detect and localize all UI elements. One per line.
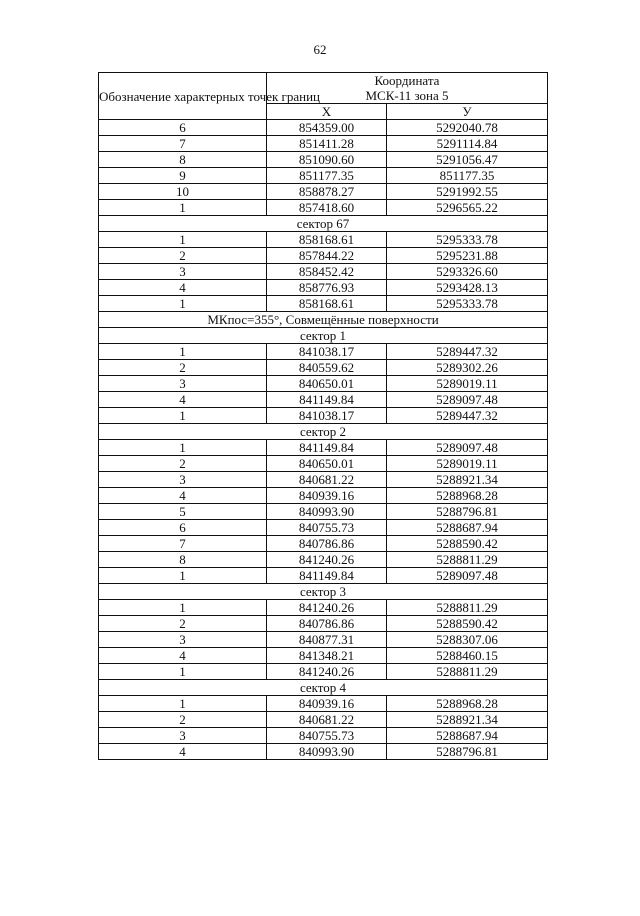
point-number: 3 xyxy=(99,376,267,392)
section-row xyxy=(99,216,548,232)
table-row xyxy=(99,296,548,312)
y-coordinate: 5289447.32 xyxy=(387,344,548,360)
x-coordinate: 840786.86 xyxy=(267,536,387,552)
point-number: 1 xyxy=(99,232,267,248)
y-coordinate: 5295333.78 xyxy=(387,296,548,312)
table-row xyxy=(99,408,548,424)
section-row xyxy=(99,328,548,344)
y-coordinate: 5288968.28 xyxy=(387,488,548,504)
y-coordinate: 5288590.42 xyxy=(387,536,548,552)
x-coordinate: 840877.31 xyxy=(267,632,387,648)
y-coordinate: 5291114.84 xyxy=(387,136,548,152)
x-coordinate: 840993.90 xyxy=(267,744,387,760)
point-number: 4 xyxy=(99,280,267,296)
table-row xyxy=(99,456,548,472)
point-number: 4 xyxy=(99,744,267,760)
table-row xyxy=(99,696,548,712)
y-coordinate: 5288811.29 xyxy=(387,664,548,680)
table-row xyxy=(99,728,548,744)
table-row xyxy=(99,248,548,264)
coordinates-table xyxy=(98,72,548,760)
point-designation-header: Обозначение характерных точек границ xyxy=(99,73,267,120)
y-coordinate: 5291992.55 xyxy=(387,184,548,200)
x-coordinate: 840755.73 xyxy=(267,520,387,536)
x-coordinate: 840939.16 xyxy=(267,696,387,712)
point-number: 2 xyxy=(99,360,267,376)
x-coordinate: 841149.84 xyxy=(267,392,387,408)
y-coordinate: 5289019.11 xyxy=(387,376,548,392)
y-coordinate: 5289097.48 xyxy=(387,440,548,456)
x-coordinate: 851177.35 xyxy=(267,168,387,184)
y-coordinate: 5289019.11 xyxy=(387,456,548,472)
table-row xyxy=(99,200,548,216)
point-number: 10 xyxy=(99,184,267,200)
section-row xyxy=(99,312,548,328)
table-row xyxy=(99,520,548,536)
section-label: сектор 67 xyxy=(99,216,548,232)
point-number: 3 xyxy=(99,728,267,744)
x-coordinate: 840939.16 xyxy=(267,488,387,504)
point-number: 1 xyxy=(99,296,267,312)
point-number: 1 xyxy=(99,344,267,360)
section-label: сектор 3 xyxy=(99,584,548,600)
point-number: 2 xyxy=(99,248,267,264)
point-number: 4 xyxy=(99,488,267,504)
coordinates-body xyxy=(99,120,548,760)
point-number: 7 xyxy=(99,136,267,152)
table-row xyxy=(99,168,548,184)
table-row xyxy=(99,120,548,136)
point-number: 1 xyxy=(99,200,267,216)
y-coordinate: 5293428.13 xyxy=(387,280,548,296)
y-coordinate: 5288687.94 xyxy=(387,728,548,744)
x-coordinate: 841240.26 xyxy=(267,600,387,616)
x-axis-header: Х xyxy=(267,104,387,120)
table-row xyxy=(99,616,548,632)
point-number: 1 xyxy=(99,568,267,584)
table-row xyxy=(99,136,548,152)
table-row xyxy=(99,648,548,664)
y-coordinate: 5292040.78 xyxy=(387,120,548,136)
x-coordinate: 851411.28 xyxy=(267,136,387,152)
x-coordinate: 841149.84 xyxy=(267,440,387,456)
point-number: 4 xyxy=(99,392,267,408)
x-coordinate: 841240.26 xyxy=(267,552,387,568)
x-coordinate: 857844.22 xyxy=(267,248,387,264)
point-number: 1 xyxy=(99,696,267,712)
x-coordinate: 840681.22 xyxy=(267,712,387,728)
table-row xyxy=(99,184,548,200)
x-coordinate: 858452.42 xyxy=(267,264,387,280)
y-coordinate: 5288796.81 xyxy=(387,504,548,520)
x-coordinate: 857418.60 xyxy=(267,200,387,216)
x-coordinate: 854359.00 xyxy=(267,120,387,136)
y-coordinate: 5289447.32 xyxy=(387,408,548,424)
y-axis-header: У xyxy=(387,104,548,120)
table-row xyxy=(99,504,548,520)
y-coordinate: 5295333.78 xyxy=(387,232,548,248)
point-number: 1 xyxy=(99,440,267,456)
point-number: 1 xyxy=(99,408,267,424)
coordinate-system-label: МСК-11 зона 5 xyxy=(365,88,449,103)
x-coordinate: 841038.17 xyxy=(267,408,387,424)
x-coordinate: 841240.26 xyxy=(267,664,387,680)
x-coordinate: 840755.73 xyxy=(267,728,387,744)
section-label: сектор 1 xyxy=(99,328,548,344)
x-coordinate: 841038.17 xyxy=(267,344,387,360)
y-coordinate: 5288590.42 xyxy=(387,616,548,632)
point-number: 3 xyxy=(99,264,267,280)
x-coordinate: 840650.01 xyxy=(267,376,387,392)
point-number: 2 xyxy=(99,456,267,472)
y-coordinate: 5288811.29 xyxy=(387,600,548,616)
table-row xyxy=(99,360,548,376)
y-coordinate: 5288921.34 xyxy=(387,472,548,488)
y-coordinate: 5291056.47 xyxy=(387,152,548,168)
section-label: сектор 4 xyxy=(99,680,548,696)
point-number: 9 xyxy=(99,168,267,184)
y-coordinate: 5289097.48 xyxy=(387,568,548,584)
y-coordinate: 5295231.88 xyxy=(387,248,548,264)
y-coordinate: 5296565.22 xyxy=(387,200,548,216)
point-number: 8 xyxy=(99,552,267,568)
y-coordinate: 5293326.60 xyxy=(387,264,548,280)
point-number: 2 xyxy=(99,712,267,728)
point-number: 5 xyxy=(99,504,267,520)
point-number: 6 xyxy=(99,520,267,536)
y-coordinate: 5288811.29 xyxy=(387,552,548,568)
table-row xyxy=(99,152,548,168)
x-coordinate: 858168.61 xyxy=(267,296,387,312)
x-coordinate: 840993.90 xyxy=(267,504,387,520)
table-row xyxy=(99,488,548,504)
y-coordinate: 5288796.81 xyxy=(387,744,548,760)
point-number: 3 xyxy=(99,632,267,648)
point-number: 2 xyxy=(99,616,267,632)
section-row xyxy=(99,424,548,440)
y-coordinate: 5288460.15 xyxy=(387,648,548,664)
point-number: 3 xyxy=(99,472,267,488)
x-coordinate: 840650.01 xyxy=(267,456,387,472)
x-coordinate: 858878.27 xyxy=(267,184,387,200)
y-coordinate: 5289097.48 xyxy=(387,392,548,408)
table-row xyxy=(99,552,548,568)
table-row xyxy=(99,568,548,584)
table-row xyxy=(99,712,548,728)
point-number: 4 xyxy=(99,648,267,664)
coordinate-label: Координата xyxy=(374,73,440,88)
x-coordinate: 840786.86 xyxy=(267,616,387,632)
table-row xyxy=(99,600,548,616)
y-coordinate: 851177.35 xyxy=(387,168,548,184)
table-row xyxy=(99,392,548,408)
point-number: 8 xyxy=(99,152,267,168)
table-row xyxy=(99,472,548,488)
y-coordinate: 5288307.06 xyxy=(387,632,548,648)
x-coordinate: 858776.93 xyxy=(267,280,387,296)
section-label: МКпос=355°, Совмещённые поверхности xyxy=(99,312,548,328)
page-number: 62 xyxy=(313,42,327,57)
x-coordinate: 841348.21 xyxy=(267,648,387,664)
x-coordinate: 851090.60 xyxy=(267,152,387,168)
table-row xyxy=(99,536,548,552)
table-row xyxy=(99,264,548,280)
x-coordinate: 841149.84 xyxy=(267,568,387,584)
y-coordinate: 5288968.28 xyxy=(387,696,548,712)
section-row xyxy=(99,680,548,696)
y-coordinate: 5288687.94 xyxy=(387,520,548,536)
x-coordinate: 858168.61 xyxy=(267,232,387,248)
table-row xyxy=(99,344,548,360)
table-row xyxy=(99,440,548,456)
section-row xyxy=(99,584,548,600)
section-label: сектор 2 xyxy=(99,424,548,440)
point-number: 1 xyxy=(99,600,267,616)
x-coordinate: 840681.22 xyxy=(267,472,387,488)
table-row xyxy=(99,232,548,248)
point-number: 7 xyxy=(99,536,267,552)
table-row xyxy=(99,632,548,648)
table-row xyxy=(99,376,548,392)
y-coordinate: 5289302.26 xyxy=(387,360,548,376)
table-row xyxy=(99,280,548,296)
x-coordinate: 840559.62 xyxy=(267,360,387,376)
table-row xyxy=(99,664,548,680)
table-row xyxy=(99,744,548,760)
point-number: 1 xyxy=(99,664,267,680)
y-coordinate: 5288921.34 xyxy=(387,712,548,728)
point-number: 6 xyxy=(99,120,267,136)
